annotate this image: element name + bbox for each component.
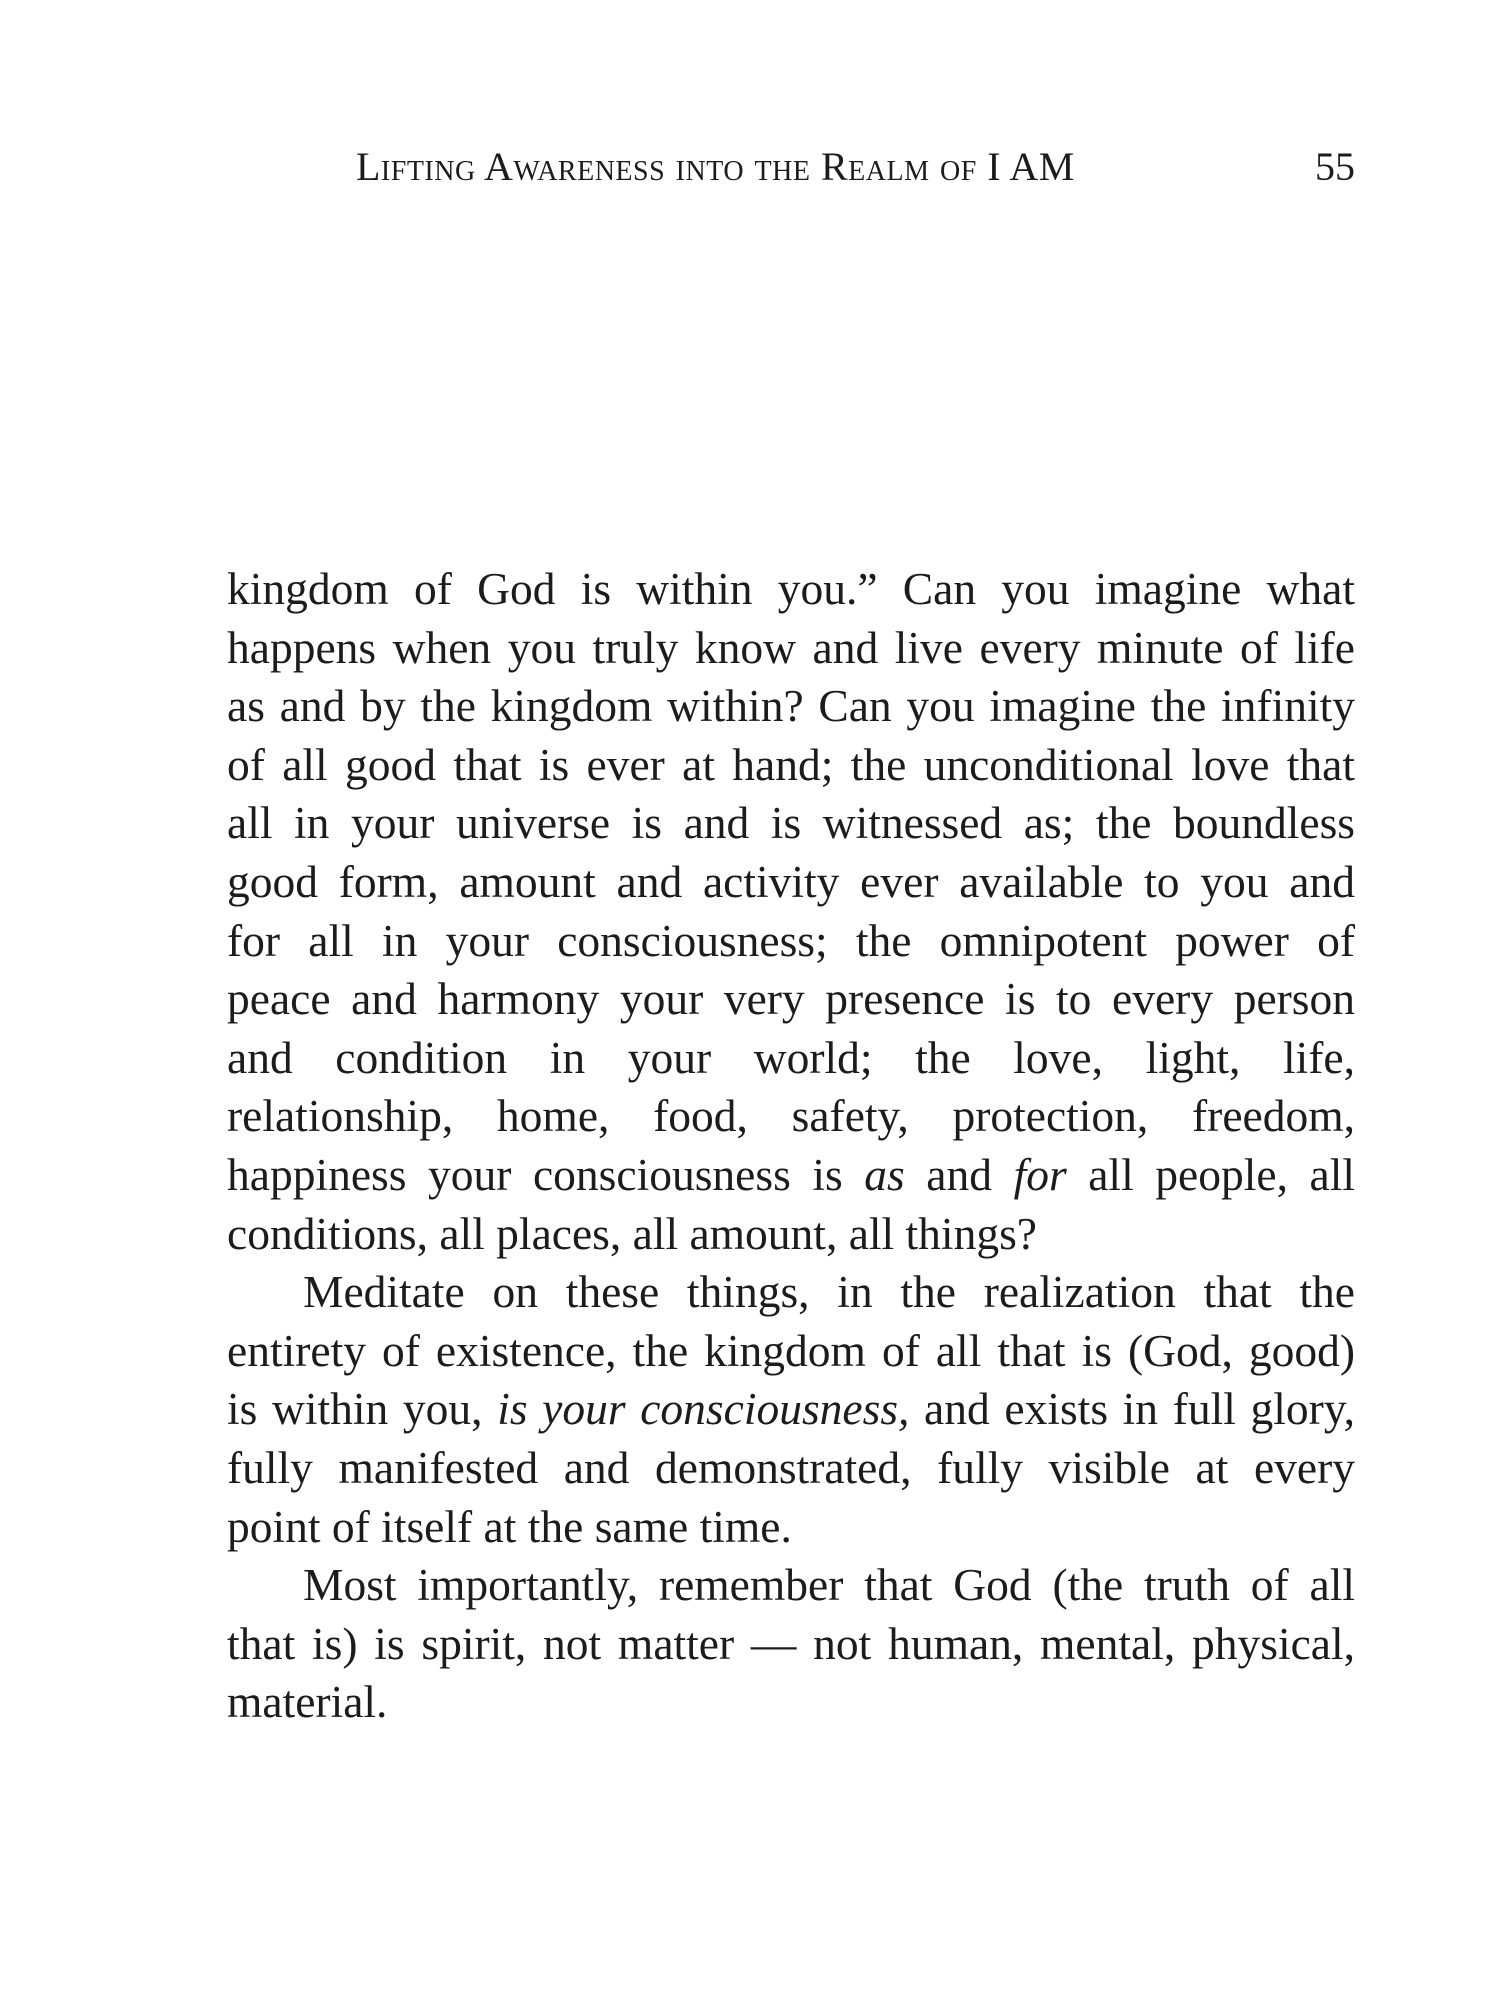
text-run: that is) is spirit, not matter — not human, mental, physical, — [227, 1617, 1355, 1669]
text-run: conditions, all places, all amount, all things? — [227, 1207, 1037, 1259]
page-number: 55 — [1315, 144, 1355, 189]
text-line — [227, 853, 1355, 912]
running-head — [340, 142, 1355, 192]
text-run: happiness your consciousness is — [227, 1148, 865, 1200]
text-run: all in your universe is and is witnessed as; the boundless — [227, 797, 1355, 849]
text-line — [227, 1556, 1355, 1615]
text-line — [227, 1146, 1355, 1205]
text-run: entirety of existence, the kingdom of all that is (God, good) — [227, 1324, 1355, 1376]
body-text — [227, 560, 1355, 1732]
paragraph — [227, 1556, 1355, 1732]
text-line — [227, 1673, 1355, 1732]
text-run: and exists in full glory, — [909, 1383, 1355, 1435]
italic-text: is your consciousness, — [497, 1383, 910, 1435]
text-line — [227, 1322, 1355, 1381]
text-line — [227, 560, 1355, 619]
text-run: happens when you truly know and live every minute of life — [227, 621, 1355, 673]
text-line — [227, 794, 1355, 853]
text-line — [227, 1029, 1355, 1088]
text-run: good form, amount and activity ever available to you and — [227, 855, 1355, 907]
italic-text: for — [1013, 1148, 1067, 1200]
text-run: is within you, — [227, 1383, 498, 1435]
text-line — [227, 1439, 1355, 1498]
text-line — [227, 1087, 1355, 1146]
text-run: point of itself at the same time. — [227, 1500, 792, 1552]
text-run: relationship, home, food, safety, protection, freedom, — [227, 1090, 1355, 1142]
running-head-title: Lifting Awareness into the Realm of I AM — [356, 144, 1075, 189]
text-line — [227, 970, 1355, 1029]
text-line — [227, 677, 1355, 736]
text-line — [227, 736, 1355, 795]
text-run: of all good that is ever at hand; the unconditional love that — [227, 738, 1355, 790]
text-run: Meditate on these things, in the realization that the — [303, 1266, 1355, 1318]
text-run: peace and harmony your very presence is to every person — [227, 973, 1355, 1025]
text-run: and condition in your world; the love, light, life, — [227, 1031, 1355, 1083]
text-line — [227, 1380, 1355, 1439]
paragraph — [227, 560, 1355, 1263]
paragraph — [227, 1263, 1355, 1556]
text-line — [227, 1615, 1355, 1674]
text-line — [227, 1205, 1355, 1264]
text-run: and — [904, 1148, 1014, 1200]
text-line — [227, 1498, 1355, 1557]
text-run: as and by the kingdom within? Can you imagine the infinity — [227, 680, 1355, 732]
text-run: all people, all — [1066, 1148, 1355, 1200]
text-run: for all in your consciousness; the omnipotent power of — [227, 914, 1355, 966]
text-line — [227, 912, 1355, 971]
text-run: material. — [227, 1676, 388, 1728]
text-run: fully manifested and demonstrated, fully visible at every — [227, 1441, 1355, 1493]
italic-text: as — [864, 1148, 905, 1200]
text-run: Most importantly, remember that God (the truth of all — [303, 1559, 1355, 1611]
text-run: kingdom of God is within you.” Can you imagine what — [227, 563, 1355, 614]
text-line — [227, 619, 1355, 678]
text-line — [227, 1263, 1355, 1322]
